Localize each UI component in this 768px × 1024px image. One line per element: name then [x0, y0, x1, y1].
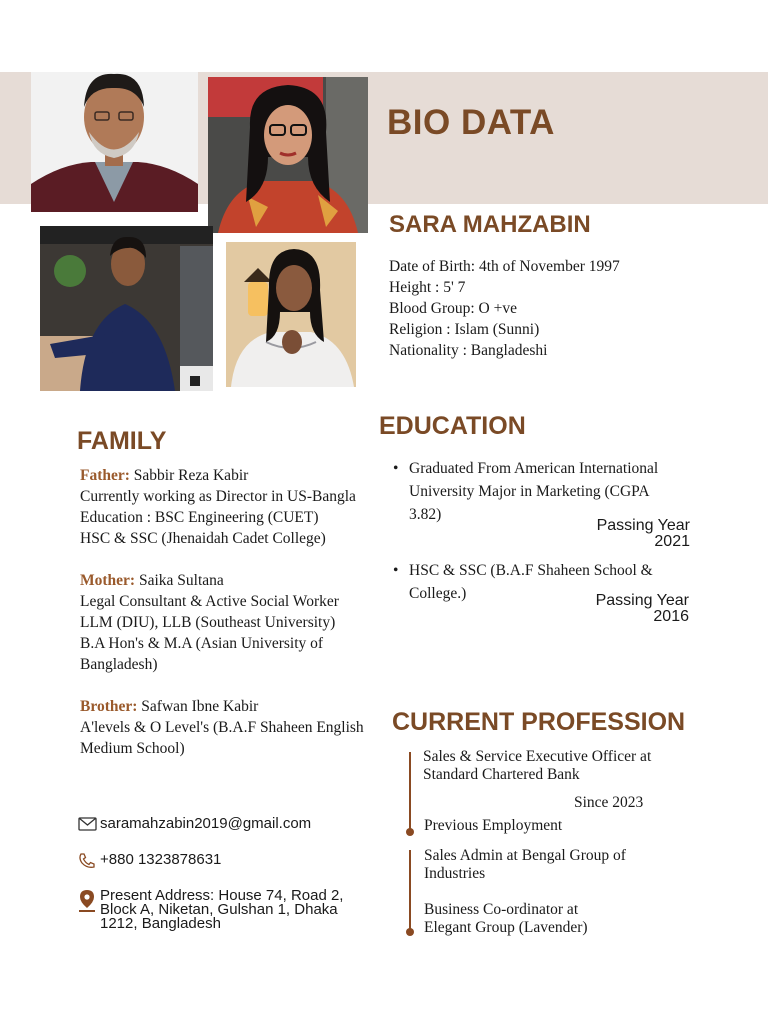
mother-line: B.A Hon's & M.A (Asian University of — [80, 635, 324, 652]
father-label: Father: — [80, 467, 130, 484]
location-pin-icon — [78, 889, 100, 918]
nationality: Nationality : Bangladeshi — [389, 342, 548, 359]
father-name: Sabbir Reza Kabir — [129, 467, 249, 484]
address-row — [78, 889, 362, 931]
phone-row — [78, 853, 221, 874]
mother-line: Bangladesh) — [80, 656, 158, 673]
height: Height : 5' 7 — [389, 279, 466, 296]
education-heading: EDUCATION — [379, 412, 526, 440]
father-info — [80, 465, 385, 549]
timeline-line — [409, 752, 411, 830]
previous-employment-label: Previous Employment — [424, 817, 563, 834]
passing-year-label: Passing Year — [595, 592, 689, 609]
education-item — [393, 457, 663, 526]
personal-details — [389, 256, 620, 361]
sara-portrait-image — [208, 77, 368, 233]
father-photo — [31, 72, 198, 212]
mother-name: Saika Sultana — [135, 572, 224, 589]
religion: Religion : Islam (Sunni) — [389, 321, 540, 338]
father-portrait-image — [31, 72, 198, 212]
timeline-line — [409, 850, 411, 932]
brother-line: A'levels & O Level's (B.A.F Shaheen English — [80, 719, 364, 736]
previous-job: Sales Admin at Bengal Group of Industries — [424, 847, 626, 882]
phone-icon — [78, 853, 100, 874]
date-of-birth: Date of Birth: 4th of November 1997 — [389, 258, 620, 275]
candidate-name: SARA MAHZABIN — [389, 211, 591, 238]
brother-photo — [40, 226, 213, 391]
phone-number[interactable]: +880 1323878631 — [100, 851, 222, 868]
passing-year-value: 2016 — [653, 608, 689, 625]
father-line: Education : BSC Engineering (CUET) — [80, 509, 319, 526]
email-row — [78, 817, 311, 836]
mother-line: LLM (DIU), LLB (Southeast University) — [80, 614, 336, 631]
father-line: HSC & SSC (Jhenaidah Cadet College) — [80, 530, 326, 547]
bio-data-title: BIO DATA — [387, 103, 555, 142]
family-section — [80, 465, 385, 780]
brother-name: Safwan Ibne Kabir — [137, 698, 259, 715]
education-text: Graduated From American International University Major in Marketing (CGPA 3.82) — [409, 460, 659, 523]
brother-label: Brother: — [80, 698, 138, 715]
bullet: • — [393, 460, 399, 477]
bullet: • — [393, 562, 399, 579]
mother-info — [80, 570, 385, 675]
father-line: Currently working as Director in US-Bangla — [80, 488, 356, 505]
mother-portrait-image — [226, 242, 356, 387]
mother-line: Legal Consultant & Active Social Worker — [80, 593, 339, 610]
mother-photo — [226, 242, 356, 387]
passing-year — [560, 518, 690, 550]
profession-heading: CURRENT PROFESSION — [392, 708, 686, 736]
current-job: Sales & Service Executive Officer at Standard Chartered Bank — [423, 748, 652, 783]
previous-job: Business Co-ordinator at Elegant Group (Lavender) — [424, 901, 588, 936]
blood-group: Blood Group: O +ve — [389, 300, 517, 317]
passing-year — [560, 593, 689, 625]
brother-info — [80, 696, 385, 759]
mail-icon — [78, 817, 100, 836]
sara-photo — [208, 77, 368, 233]
brother-portrait-image — [40, 226, 213, 391]
education-text: HSC & SSC (B.A.F Shaheen School & College.) — [409, 562, 653, 602]
timeline-dot — [406, 828, 414, 836]
family-heading: FAMILY — [77, 427, 167, 455]
mother-label: Mother: — [80, 572, 136, 589]
passing-year-value: 2021 — [654, 533, 690, 550]
since-year: Since 2023 — [574, 794, 644, 811]
present-address: Present Address: House 74, Road 2, Block A, Niketan, Gulshan 1, Dhaka 1212, Bangladesh — [100, 887, 344, 932]
brother-line: Medium School) — [80, 740, 185, 757]
timeline-dot — [406, 928, 414, 936]
passing-year-label: Passing Year — [596, 517, 690, 534]
email-link[interactable]: saramahzabin2019@gmail.com — [100, 815, 312, 832]
